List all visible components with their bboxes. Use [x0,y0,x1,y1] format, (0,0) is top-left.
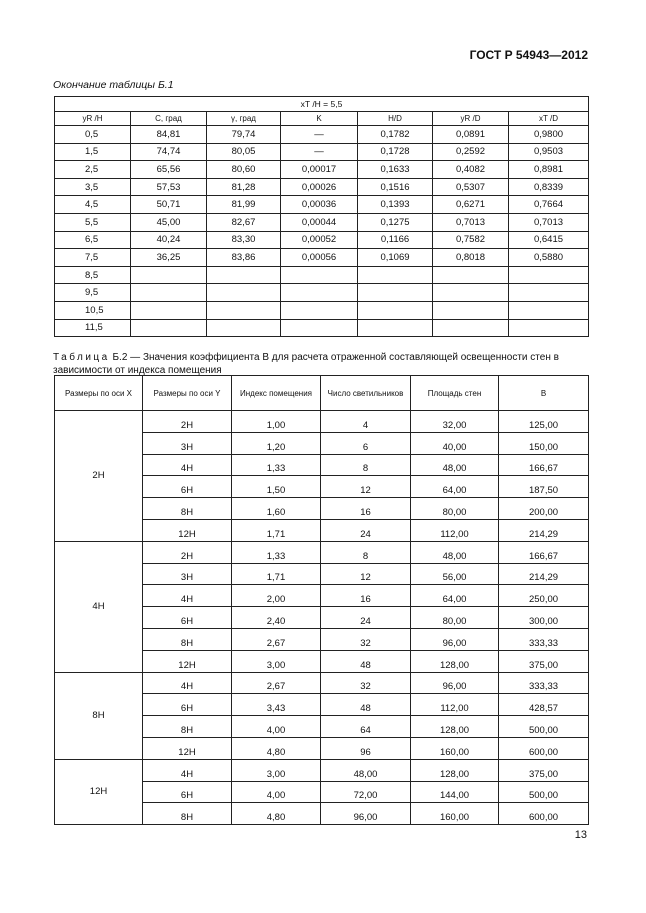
table2-cell: 112,00 [411,519,499,541]
table1-col-header: H/D [358,112,433,126]
table1-cell: 0,7013 [433,213,509,231]
table-row [55,301,589,319]
table2-cell: 150,00 [499,432,589,454]
table1-cell [358,301,433,319]
table1-cell: 80,60 [207,161,281,179]
table2-cell: 333,33 [499,672,589,694]
table1-cell: 0,1069 [358,249,433,267]
table-row [55,411,589,433]
table2-cell: 1,71 [232,563,321,585]
table1-cell: 83,86 [207,249,281,267]
table2-cell: 12H [143,737,232,759]
table1-cell [131,301,207,319]
table1-cell: 65,56 [131,161,207,179]
table1-cell: 0,9503 [509,143,589,161]
table-row [55,231,589,249]
table1-cell [358,319,433,337]
table1-cell: 45,00 [131,213,207,231]
table1-cell [281,284,358,302]
table2-cell: 166,67 [499,454,589,476]
table2-col-header: Площадь стен [411,376,499,411]
table1-cell: 0,8018 [433,249,509,267]
table1-cell [281,266,358,284]
table2-cell: 4,00 [232,781,321,803]
table1-col-header: C, град [131,112,207,126]
table1-cell: 0,5 [55,126,131,144]
table-row [55,143,589,161]
table2-cell: 1,60 [232,498,321,520]
table2-cell: 48 [321,650,411,672]
table1-cell: 8,5 [55,266,131,284]
table2-cell: 96,00 [321,803,411,825]
table2-cell: 64,00 [411,476,499,498]
table2-cell: 1,33 [232,454,321,476]
table1-cell: 2,5 [55,161,131,179]
table2-caption-prefix: Таблица [53,352,110,363]
table1-cell [433,284,509,302]
table2-cell: 12H [143,650,232,672]
table1-caption: Окончание таблицы Б.1 [53,79,174,91]
table2-cell: 128,00 [411,759,499,781]
table2-cell: 4,80 [232,737,321,759]
table-row [55,178,589,196]
table-row [55,759,589,781]
table1-cell: 80,05 [207,143,281,161]
table1-cell: 0,7664 [509,196,589,214]
table2-cell: 1,71 [232,519,321,541]
table2-cell: 48,00 [411,541,499,563]
table-row [55,196,589,214]
table1-cell: 5,5 [55,213,131,231]
table1-cell: 0,1633 [358,161,433,179]
table2-cell: 8 [321,454,411,476]
table2-cell: 32 [321,628,411,650]
table1-cell: 0,1275 [358,213,433,231]
table2-cell: 8H [143,628,232,650]
table1-cell: 0,7582 [433,231,509,249]
table2-cell: 3,43 [232,694,321,716]
table2-cell: 1,00 [232,411,321,433]
table1-cell: 7,5 [55,249,131,267]
table1-cell [131,266,207,284]
table1 [54,96,589,337]
table1-cell: 57,53 [131,178,207,196]
table-row [55,541,589,563]
table2-col-header: Размеры по оси Y [143,376,232,411]
table1-cell: 0,7013 [509,213,589,231]
table1-cell: 0,5880 [509,249,589,267]
table1-cell: 0,8339 [509,178,589,196]
table-row [55,319,589,337]
table1-cell [207,284,281,302]
table2-cell: 48,00 [321,759,411,781]
table2-cell: 32 [321,672,411,694]
page-number: 13 [574,829,587,841]
table1-cell: 0,0891 [433,126,509,144]
table2-cell: 4,00 [232,716,321,738]
table2-cell: 3H [143,563,232,585]
table1-cell [281,319,358,337]
table1-cell: 10,5 [55,301,131,319]
table2-cell: 6H [143,607,232,629]
table1-cell [131,319,207,337]
table2-cell: 40,00 [411,432,499,454]
table1-cell: — [281,143,358,161]
table1-cell: 0,1393 [358,196,433,214]
table2-cell: 4H [143,454,232,476]
group-x-size: 12H [55,759,143,824]
table2-cell: 12 [321,563,411,585]
table2-cell: 96,00 [411,628,499,650]
table1-cell: 0,00036 [281,196,358,214]
table2-cell: 600,00 [499,737,589,759]
table1-cell [358,266,433,284]
table1-span-header: xT /H = 5,5 [55,97,589,112]
table2-cell: 6H [143,694,232,716]
table2-cell: 24 [321,607,411,629]
table2-cell: 250,00 [499,585,589,607]
table1-cell: 0,00044 [281,213,358,231]
table2-cell: 128,00 [411,716,499,738]
table2-cell: 6H [143,476,232,498]
table1-col-header: γ, град [207,112,281,126]
table2-cell: 6 [321,432,411,454]
table2-cell: 12H [143,519,232,541]
table2-cell: 24 [321,519,411,541]
table2-cell: 8H [143,803,232,825]
table2-cell: 500,00 [499,716,589,738]
table1-cell [509,319,589,337]
table1-cell: 0,1782 [358,126,433,144]
table2-cell: 80,00 [411,498,499,520]
table2-cell: 214,29 [499,563,589,585]
table2-cell: 2,40 [232,607,321,629]
table1-cell: 0,2592 [433,143,509,161]
group-x-size: 2H [55,411,143,542]
table2-cell: 16 [321,585,411,607]
table1-cell: 0,1516 [358,178,433,196]
table1-cell: 0,00052 [281,231,358,249]
table1-cell: 0,1166 [358,231,433,249]
table1-cell: — [281,126,358,144]
table2-cell: 8 [321,541,411,563]
table2-cell: 48,00 [411,454,499,476]
table2-cell: 4 [321,411,411,433]
table2-cell: 4H [143,672,232,694]
table2-cell: 300,00 [499,607,589,629]
table2-col-header: Индекс помещения [232,376,321,411]
table2-cell: 8H [143,716,232,738]
table1-cell: 0,1728 [358,143,433,161]
table2-cell: 64 [321,716,411,738]
table2-cell: 2,67 [232,628,321,650]
table2-cell: 333,33 [499,628,589,650]
table2-cell: 2H [143,541,232,563]
table2-cell: 166,67 [499,541,589,563]
table1-cell: 83,30 [207,231,281,249]
table2-cell: 144,00 [411,781,499,803]
table2-cell: 4H [143,585,232,607]
table2-cell: 72,00 [321,781,411,803]
table1-cell: 0,6271 [433,196,509,214]
table1-cell [131,284,207,302]
table1-cell [433,266,509,284]
table2-cell: 56,00 [411,563,499,585]
table-row [55,284,589,302]
table2-cell: 16 [321,498,411,520]
table2-cell: 128,00 [411,650,499,672]
table2-cell: 1,50 [232,476,321,498]
table2-cell: 125,00 [499,411,589,433]
table1-cell: 4,5 [55,196,131,214]
table2-cell: 600,00 [499,803,589,825]
table2 [54,375,589,825]
table1-cell: 40,24 [131,231,207,249]
table1-cell: 79,74 [207,126,281,144]
table2-cell: 214,29 [499,519,589,541]
table1-cell: 3,5 [55,178,131,196]
table2-cell: 2H [143,411,232,433]
table2-cell: 112,00 [411,694,499,716]
table1-cell: 11,5 [55,319,131,337]
table2-cell: 375,00 [499,759,589,781]
table1-cell: 82,67 [207,213,281,231]
table1-cell: 84,81 [131,126,207,144]
table2-cell: 48 [321,694,411,716]
group-x-size: 4H [55,541,143,672]
table1-cell: 36,25 [131,249,207,267]
table2-cell: 1,33 [232,541,321,563]
table2-cell: 1,20 [232,432,321,454]
table-row [55,161,589,179]
table1-cell: 74,74 [131,143,207,161]
table2-cell: 4,80 [232,803,321,825]
table2-cell: 3,00 [232,650,321,672]
table2-caption [53,351,590,377]
table2-cell: 8H [143,498,232,520]
table2-col-header: Размеры по оси X [55,376,143,411]
table2-cell: 428,57 [499,694,589,716]
table2-cell: 64,00 [411,585,499,607]
table2-cell: 12 [321,476,411,498]
table-row [55,249,589,267]
table1-cell: 0,6415 [509,231,589,249]
table2-cell: 160,00 [411,803,499,825]
table1-cell [207,266,281,284]
table1-cell [509,266,589,284]
table2-cell: 3H [143,432,232,454]
table-row [55,213,589,231]
table-row [55,266,589,284]
table2-cell: 3,00 [232,759,321,781]
table1-cell: 0,5307 [433,178,509,196]
table2-caption-text: Б.2 — Значения коэффициента B для расчета отраженной составляющей освещенности стен в зависимости от индекса помещения [53,352,559,376]
table1-cell [207,301,281,319]
table1-col-header: yR /H [55,112,131,126]
table2-cell: 187,50 [499,476,589,498]
group-x-size: 8H [55,672,143,759]
table1-cell [358,284,433,302]
table2-col-header: B [499,376,589,411]
table1-cell [433,301,509,319]
table-row [55,672,589,694]
table1-cell: 81,28 [207,178,281,196]
table2-cell: 6H [143,781,232,803]
table-row [55,126,589,144]
table1-cell: 9,5 [55,284,131,302]
table1-cell: 0,00017 [281,161,358,179]
table1-cell: 81,99 [207,196,281,214]
table1-cell: 0,00056 [281,249,358,267]
table2-cell: 2,00 [232,585,321,607]
table2-cell: 2,67 [232,672,321,694]
table1-cell: 6,5 [55,231,131,249]
table1-cell: 0,00026 [281,178,358,196]
table1-col-header: xT /D [509,112,589,126]
table2-col-header: Число светильников [321,376,411,411]
table1-cell: 0,9800 [509,126,589,144]
table2-cell: 375,00 [499,650,589,672]
table1-col-header: K [281,112,358,126]
table1-cell [509,284,589,302]
table2-cell: 160,00 [411,737,499,759]
table2-cell: 80,00 [411,607,499,629]
table1-cell: 0,4082 [433,161,509,179]
table1-cell: 0,8981 [509,161,589,179]
table1-cell [281,301,358,319]
table1-cell [207,319,281,337]
document-code: ГОСТ Р 54943—2012 [469,48,588,62]
table1-col-header: yR /D [433,112,509,126]
table2-cell: 96,00 [411,672,499,694]
table1-cell: 1,5 [55,143,131,161]
table2-cell: 96 [321,737,411,759]
table1-cell [433,319,509,337]
table2-cell: 4H [143,759,232,781]
table2-cell: 200,00 [499,498,589,520]
table2-cell: 32,00 [411,411,499,433]
table2-cell: 500,00 [499,781,589,803]
table1-cell [509,301,589,319]
table1-cell: 50,71 [131,196,207,214]
